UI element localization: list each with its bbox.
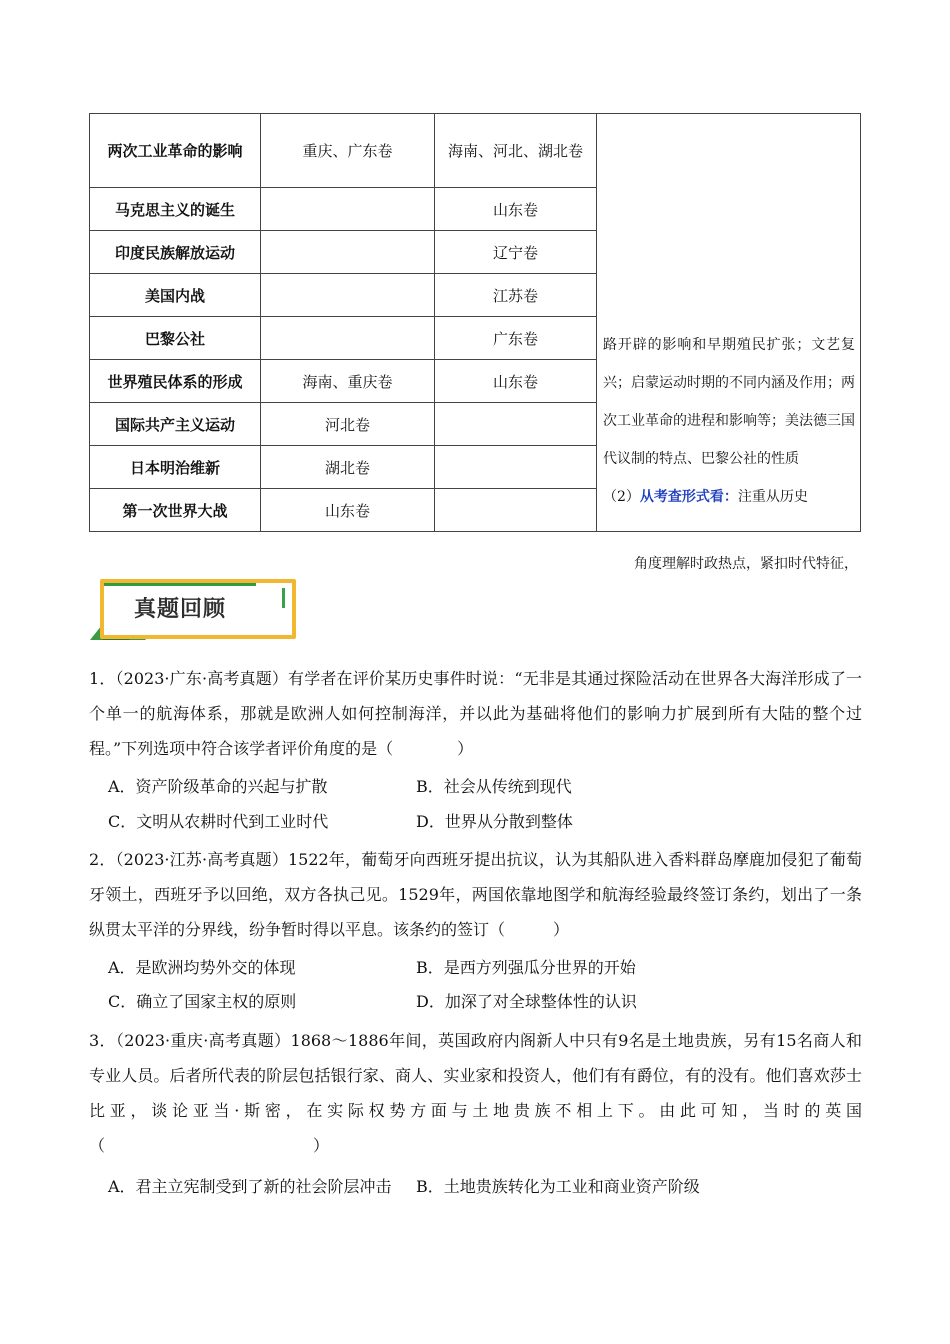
province-cell: 湖北卷: [261, 446, 435, 489]
province-cell: [261, 188, 435, 231]
topic-cell: 两次工业革命的影响: [90, 114, 261, 188]
province-cell: [435, 489, 597, 532]
topic-cell: 印度民族解放运动: [90, 231, 261, 274]
section-title: 真题回顾: [134, 597, 227, 622]
topic-cell: 巴黎公社: [90, 317, 261, 360]
question-2-option-d[interactable]: D．加深了对全球整体性的认识: [416, 992, 637, 1011]
question-1-stem: 1．（2023·广东·高考真题）有学者在评价某历史事件时说：“无非是其通过探险活动在世界各大海洋形成了一个单一的航海体系，那就是欧洲人如何控制海洋，并以此为基础将他们的影响力扩展到所有大陆的整个过程。”下列选项中符合该学者评价角度的是（ ）: [89, 669, 862, 758]
question-3-stem: 3．（2023·重庆·高考真题）1868～1886年间，英国政府内阁新人中只有9名是土地贵族，另有15名商人和专业人员。后者所代表的阶层包括银行家、商人、实业家和投资人，他们有有爵位，有的没有。他们喜欢莎士比亚，谈论亚当·斯密，在实际权势方面与土地贵族不相上下。由此可知，当时的英国（ ）: [89, 1031, 862, 1155]
topic-cell: 美国内战: [90, 274, 261, 317]
province-cell: 山东卷: [435, 188, 597, 231]
topic-cell: 国际共产主义运动: [90, 403, 261, 446]
question-2-option-c[interactable]: C．确立了国家主权的原则: [108, 992, 297, 1011]
analysis-point-number: （2）: [603, 489, 640, 505]
topic-cell: 马克思主义的诞生: [90, 188, 261, 231]
analysis-body: 路开辟的影响和早期殖民扩张；文艺复兴；启蒙运动时期的不同内涵及作用；两次工业革命的进程和影响等；美法德三国代议制的特点、巴黎公社的性质: [603, 337, 855, 467]
province-cell: 辽宁卷: [435, 231, 597, 274]
province-cell: 山东卷: [435, 360, 597, 403]
topic-cell: 世界殖民体系的形成: [90, 360, 261, 403]
province-cell: [261, 274, 435, 317]
analysis-overflow-text: 角度理解时政热点，紧扣时代特征，: [634, 556, 858, 572]
question-3-option-b[interactable]: B．土地贵族转化为工业和商业资产阶级: [416, 1177, 700, 1196]
banner-accent-bar: [104, 583, 256, 586]
question-2-option-b[interactable]: B．是西方列强瓜分世界的开始: [416, 958, 636, 977]
province-cell: 重庆、广东卷: [261, 114, 435, 188]
question-1-option-d[interactable]: D．世界从分散到整体: [416, 812, 573, 831]
province-cell: [261, 231, 435, 274]
question-3-option-a[interactable]: A．君主立宪制受到了新的社会阶层冲击: [108, 1177, 392, 1196]
province-cell: 河北卷: [261, 403, 435, 446]
province-cell: 山东卷: [261, 489, 435, 532]
analysis-text: [603, 326, 855, 516]
question-1-option-a[interactable]: A．资产阶级革命的兴起与扩散: [108, 777, 328, 796]
province-cell: [435, 403, 597, 446]
table-row: [90, 114, 861, 188]
province-cell: 海南、重庆卷: [261, 360, 435, 403]
question-1-option-c[interactable]: C．文明从农耕时代到工业时代: [108, 812, 329, 831]
province-cell: [261, 317, 435, 360]
banner-accent-tick: [282, 588, 285, 608]
question-2-stem: 2．（2023·江苏·高考真题）1522年，葡萄牙向西班牙提出抗议，认为其船队进入香料群岛摩鹿加侵犯了葡萄牙领土，西班牙予以回绝，双方各执己见。1529年，两国依靠地图学和航海经验最终签订条约，划出了一条纵贯太平洋的分界线，纷争暂时得以平息。该条约的签订（ ）: [89, 850, 862, 939]
topic-cell: 第一次世界大战: [90, 489, 261, 532]
analysis-highlight: 从考查形式看：: [639, 489, 738, 505]
province-cell: 广东卷: [435, 317, 597, 360]
province-cell: [435, 446, 597, 489]
topic-cell: 日本明治维新: [90, 446, 261, 489]
analysis-continuation: 注重从历史: [737, 489, 808, 505]
question-1-option-b[interactable]: B．社会从传统到现代: [416, 777, 572, 796]
section-banner: [86, 574, 298, 642]
province-cell: 江苏卷: [435, 274, 597, 317]
question-2-option-a[interactable]: A．是欧洲均势外交的体现: [108, 958, 296, 977]
province-cell: 海南、河北、湖北卷: [435, 114, 597, 188]
